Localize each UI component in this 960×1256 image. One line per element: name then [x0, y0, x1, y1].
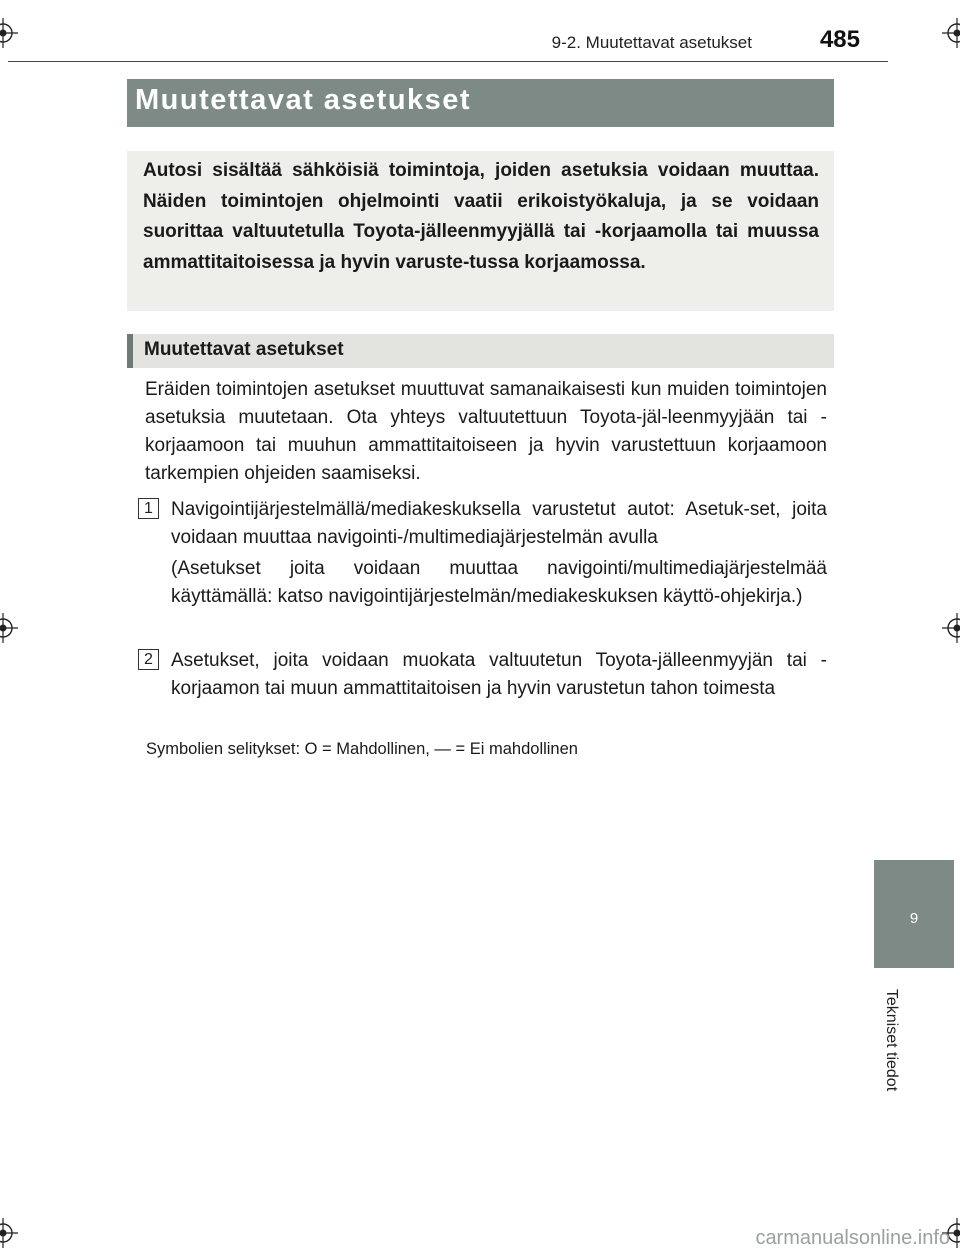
chapter-tab-label [878, 972, 904, 1107]
subheading-bar [127, 334, 834, 368]
registration-mark-icon [942, 18, 960, 48]
registration-mark-icon [0, 1218, 18, 1248]
registration-mark-icon [0, 613, 18, 643]
intro-text: Autosi sisältää sähköisiä toimintoja, joiden asetuksia voidaan muuttaa. Näiden toimintojen ohjelmointi vaatii erikoistyökaluja, ja se voidaan suorittaa valtuutetulla Toyota-jälleenmyyjällä tai -korjaamolla tai muussa ammattitaitoisessa ja hyvin varuste-tussa korjaamossa. [143, 160, 819, 273]
running-header [8, 22, 888, 62]
list-item [138, 647, 827, 703]
item-number-box: 2 [138, 649, 159, 670]
list-item [138, 496, 827, 611]
header-rule [8, 61, 888, 62]
item-text: Asetukset, joita voidaan muokata valtuutetun Toyota-jälleenmyyjän tai -korjaamon tai muun ammattitaitoisen ja hyvin varustetun tahon toimesta [171, 650, 827, 699]
subheading: Muutettavat asetukset [144, 339, 344, 360]
page-title-bar [127, 79, 834, 127]
item-number-box: 1 [138, 498, 159, 519]
item-note: (Asetukset joita voidaan muuttaa navigointi/multimediajärjestelmää käyttämällä: katso navigointijärjestelmän/mediakeskuksen käyttö-ohjekirja.) [171, 558, 827, 607]
body-paragraph: Eräiden toimintojen asetukset muuttuvat samanaikaisesti kun muiden toimintojen asetuksia muutetaan. Ota yhteys valtuutettuun Toyota-jäl-leenmyyjään tai -korjaamoon tai muuhun ammattitaitoiseen ja hyvin varustettuun korjaamoon tarkempien ohjeiden saamiseksi. [145, 379, 827, 484]
symbol-legend: Symbolien selitykset: O = Mahdollinen, — = Ei mahdollinen [146, 740, 578, 758]
chapter-label: Tekniset tiedot [883, 988, 900, 1091]
page-title: Muutettavat asetukset [135, 84, 472, 116]
chapter-number: 9 [909, 910, 919, 927]
registration-mark-icon [942, 613, 960, 643]
item-text: Navigointijärjestelmällä/mediakeskuksella varustetut autot: Asetuk-set, joita voidaan muuttaa navigointi-/multimediajärjestelmän avulla [171, 499, 827, 548]
intro-box [127, 151, 834, 311]
page-number: 485 [819, 26, 860, 53]
chapter-tab [874, 860, 954, 968]
section-title: 9-2. Muutettavat asetukset [551, 33, 752, 52]
watermark: carmanualsonline.info [755, 1227, 950, 1249]
